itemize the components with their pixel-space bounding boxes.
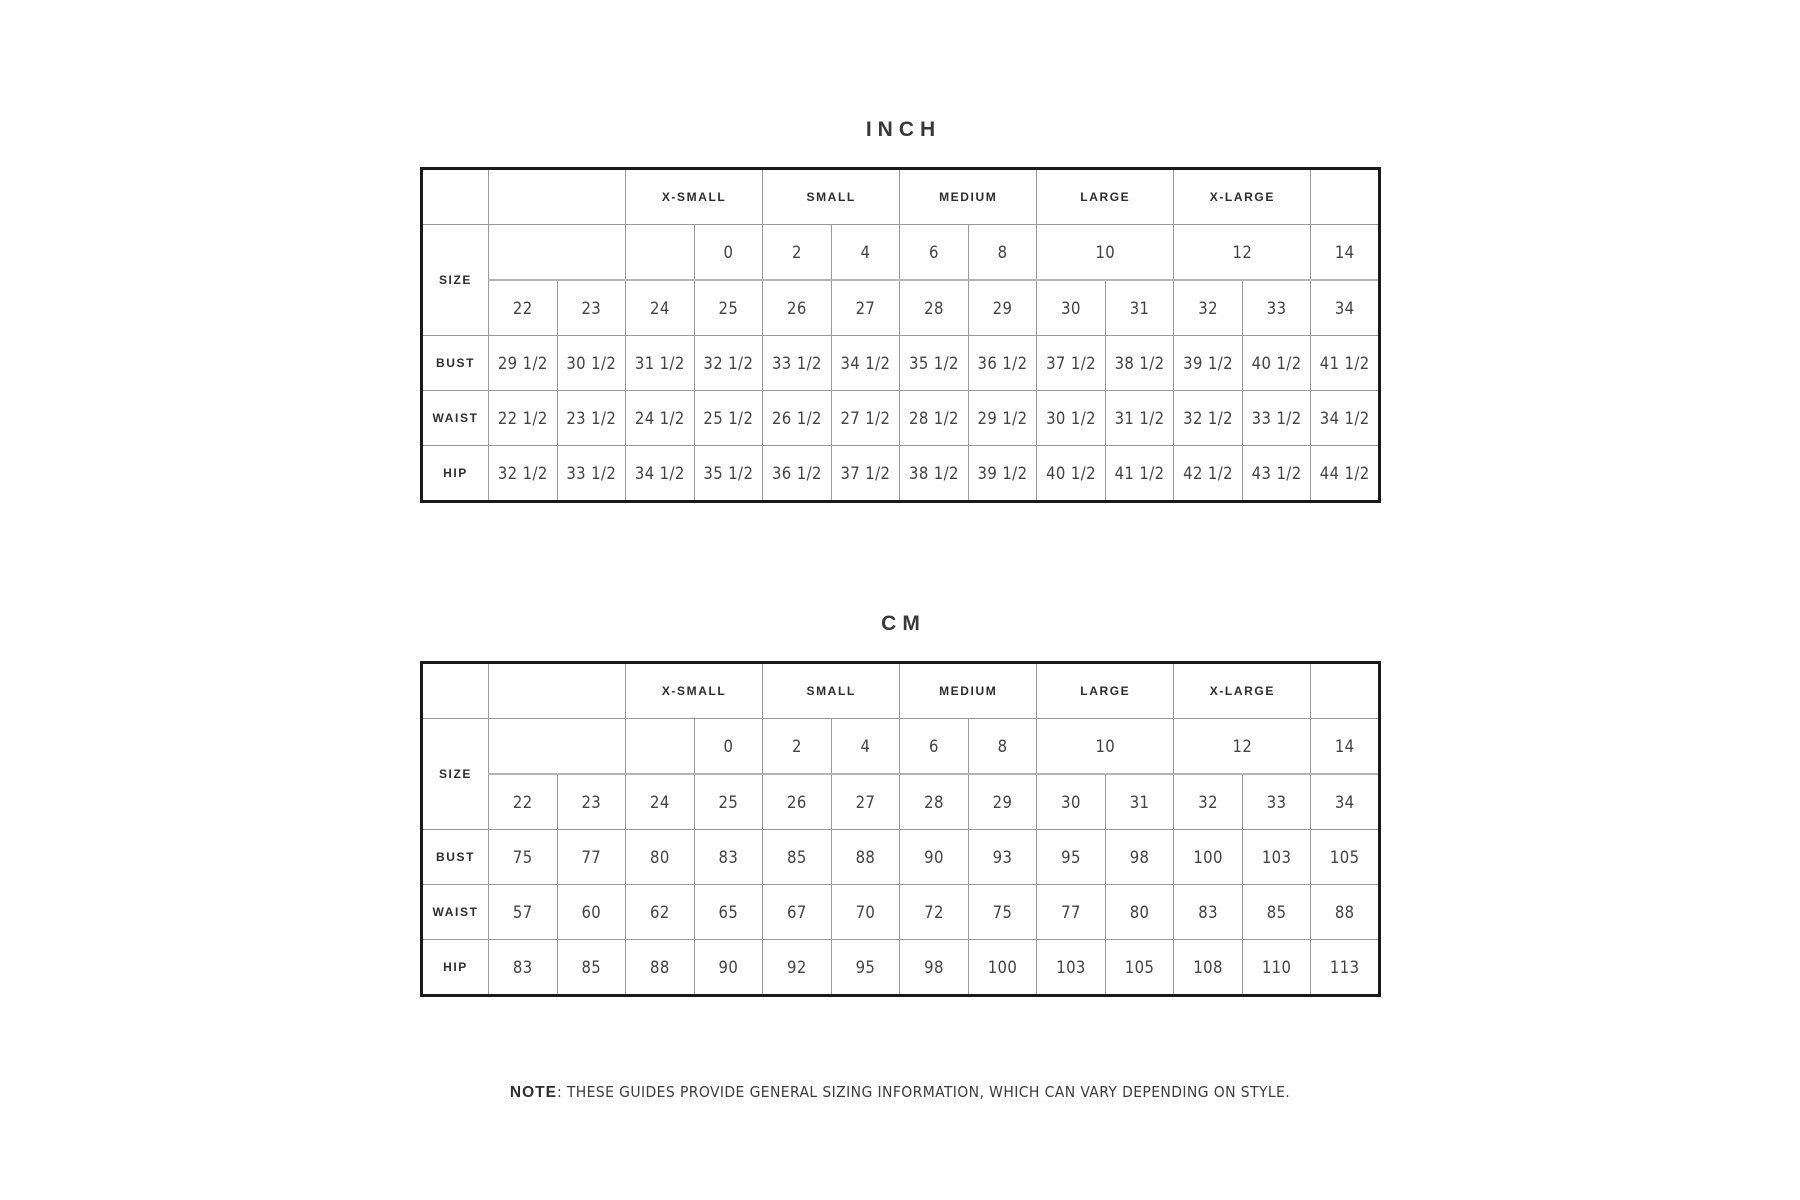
numeric-size-cell: 10 xyxy=(1037,225,1174,281)
measurement-cell: 35 1/2 xyxy=(694,446,763,502)
alpha-size-cell: 25 xyxy=(694,774,763,830)
measurement-cell: 37 1/2 xyxy=(831,446,900,502)
measurement-cell: 100 xyxy=(968,940,1037,996)
sizing-note-label: NOTE xyxy=(509,1084,557,1101)
alpha-size-cell: 22 xyxy=(489,280,558,336)
measurement-cell: 75 xyxy=(968,885,1037,940)
empty-cell xyxy=(626,225,695,281)
measurement-cell: 83 xyxy=(1174,885,1243,940)
alpha-size-cell: 29 xyxy=(968,774,1037,830)
measurement-cell: 70 xyxy=(831,885,900,940)
alpha-size-cell: 26 xyxy=(763,280,832,336)
alpha-size-cell: 32 xyxy=(1174,280,1243,336)
measurement-cell: 38 1/2 xyxy=(900,446,969,502)
numeric-size-cell: 14 xyxy=(1311,225,1380,281)
measurement-cell: 88 xyxy=(1311,885,1380,940)
cm-table-title: CM xyxy=(881,612,926,635)
empty-cell xyxy=(1311,169,1380,225)
sizing-note-text: : THESE GUIDES PROVIDE GENERAL SIZING INFORMATION, WHICH CAN VARY DEPENDING ON STYLE. xyxy=(556,1083,1291,1101)
size-row-label: SIZE xyxy=(422,225,489,336)
measurement-row-label: BUST xyxy=(422,336,489,391)
measurement-cell: 41 1/2 xyxy=(1105,446,1174,502)
measurement-cell: 41 1/2 xyxy=(1311,336,1380,391)
measurement-cell: 103 xyxy=(1037,940,1106,996)
numeric-size-cell: 6 xyxy=(900,719,969,775)
alpha-size-cell: 31 xyxy=(1105,774,1174,830)
measurement-cell: 29 1/2 xyxy=(968,391,1037,446)
measurement-cell: 60 xyxy=(557,885,626,940)
cm-size-table xyxy=(420,661,1381,997)
alpha-size-cell: 28 xyxy=(900,280,969,336)
numeric-size-cell: 12 xyxy=(1174,719,1311,775)
measurement-cell: 83 xyxy=(489,940,558,996)
measurement-cell: 77 xyxy=(1037,885,1106,940)
alpha-size-cell: 32 xyxy=(1174,774,1243,830)
measurement-cell: 36 1/2 xyxy=(763,446,832,502)
sizing-note xyxy=(0,1082,1800,1103)
hip-row xyxy=(422,940,1380,996)
measurement-cell: 37 1/2 xyxy=(1037,336,1106,391)
alpha-size-cell: 31 xyxy=(1105,280,1174,336)
empty-cell xyxy=(626,719,695,775)
measurement-row-label: HIP xyxy=(422,446,489,502)
measurement-cell: 95 xyxy=(831,940,900,996)
measurement-cell: 105 xyxy=(1311,830,1380,885)
measurement-cell: 27 1/2 xyxy=(831,391,900,446)
measurement-cell: 30 1/2 xyxy=(1037,391,1106,446)
measurement-cell: 77 xyxy=(557,830,626,885)
measurement-cell: 85 xyxy=(557,940,626,996)
measurement-row-label: HIP xyxy=(422,940,489,996)
measurement-cell: 90 xyxy=(694,940,763,996)
measurement-cell: 34 1/2 xyxy=(1311,391,1380,446)
measurement-cell: 92 xyxy=(763,940,832,996)
measurement-cell: 98 xyxy=(1105,830,1174,885)
numeric-size-cell: 0 xyxy=(694,719,763,775)
measurement-cell: 57 xyxy=(489,885,558,940)
measurement-cell: 33 1/2 xyxy=(1242,391,1311,446)
alpha-size-cell: 23 xyxy=(557,774,626,830)
alpha-size-cell: 30 xyxy=(1037,774,1106,830)
measurement-cell: 22 1/2 xyxy=(489,391,558,446)
alpha-size-cell: 24 xyxy=(626,280,695,336)
bust-row xyxy=(422,336,1380,391)
numeric-size-cell: 4 xyxy=(831,225,900,281)
waist-row xyxy=(422,885,1380,940)
measurement-cell: 32 1/2 xyxy=(694,336,763,391)
measurement-row-label: BUST xyxy=(422,830,489,885)
measurement-cell: 34 1/2 xyxy=(831,336,900,391)
empty-cell xyxy=(489,663,626,719)
measurement-cell: 40 1/2 xyxy=(1037,446,1106,502)
numeric-size-cell: 0 xyxy=(694,225,763,281)
alpha-size-cell: 33 xyxy=(1242,280,1311,336)
size-name-cell: LARGE xyxy=(1037,169,1174,225)
numeric-size-cell: 4 xyxy=(831,719,900,775)
alpha-size-cell: 34 xyxy=(1311,280,1380,336)
alpha-size-cell: 27 xyxy=(831,280,900,336)
size-name-cell: MEDIUM xyxy=(900,169,1037,225)
alpha-size-cell: 26 xyxy=(763,774,832,830)
hip-row xyxy=(422,446,1380,502)
measurement-cell: 72 xyxy=(900,885,969,940)
measurement-cell: 35 1/2 xyxy=(900,336,969,391)
size-name-row xyxy=(422,169,1380,225)
size-name-row xyxy=(422,663,1380,719)
measurement-cell: 25 1/2 xyxy=(694,391,763,446)
measurement-cell: 80 xyxy=(626,830,695,885)
measurement-cell: 62 xyxy=(626,885,695,940)
measurement-cell: 98 xyxy=(900,940,969,996)
measurement-cell: 65 xyxy=(694,885,763,940)
alpha-size-cell: 28 xyxy=(900,774,969,830)
inch-size-table xyxy=(420,167,1381,503)
measurement-cell: 108 xyxy=(1174,940,1243,996)
measurement-cell: 24 1/2 xyxy=(626,391,695,446)
measurement-cell: 83 xyxy=(694,830,763,885)
measurement-cell: 88 xyxy=(831,830,900,885)
measurement-cell: 105 xyxy=(1105,940,1174,996)
measurement-cell: 88 xyxy=(626,940,695,996)
size-name-cell: MEDIUM xyxy=(900,663,1037,719)
size-name-cell: SMALL xyxy=(763,663,900,719)
measurement-cell: 110 xyxy=(1242,940,1311,996)
numeric-size-cell: 8 xyxy=(968,719,1037,775)
bust-row xyxy=(422,830,1380,885)
measurement-cell: 39 1/2 xyxy=(968,446,1037,502)
measurement-cell: 75 xyxy=(489,830,558,885)
measurement-cell: 29 1/2 xyxy=(489,336,558,391)
measurement-cell: 85 xyxy=(1242,885,1311,940)
size-name-cell: X-LARGE xyxy=(1174,169,1311,225)
measurement-row-label: WAIST xyxy=(422,885,489,940)
alpha-size-cell: 33 xyxy=(1242,774,1311,830)
measurement-cell: 30 1/2 xyxy=(557,336,626,391)
alpha-size-cell: 24 xyxy=(626,774,695,830)
empty-cell xyxy=(489,225,626,281)
size-name-cell: X-SMALL xyxy=(626,663,763,719)
measurement-cell: 85 xyxy=(763,830,832,885)
corner-cell xyxy=(422,663,489,719)
waist-row xyxy=(422,391,1380,446)
numeric-size-cell: 2 xyxy=(763,225,832,281)
measurement-cell: 23 1/2 xyxy=(557,391,626,446)
cm-size-table-section xyxy=(420,612,1381,997)
measurement-cell: 39 1/2 xyxy=(1174,336,1243,391)
size-row-label: SIZE xyxy=(422,719,489,830)
alpha-size-cell: 27 xyxy=(831,774,900,830)
size-name-cell: SMALL xyxy=(763,169,900,225)
measurement-cell: 36 1/2 xyxy=(968,336,1037,391)
measurement-cell: 31 1/2 xyxy=(626,336,695,391)
inch-size-table-section xyxy=(420,118,1381,503)
corner-cell xyxy=(422,169,489,225)
numeric-size-row xyxy=(422,225,1380,281)
measurement-cell: 67 xyxy=(763,885,832,940)
measurement-cell: 95 xyxy=(1037,830,1106,885)
empty-cell xyxy=(489,169,626,225)
numeric-size-cell: 12 xyxy=(1174,225,1311,281)
measurement-cell: 43 1/2 xyxy=(1242,446,1311,502)
measurement-cell: 113 xyxy=(1311,940,1380,996)
measurement-cell: 40 1/2 xyxy=(1242,336,1311,391)
numeric-size-cell: 14 xyxy=(1311,719,1380,775)
measurement-cell: 100 xyxy=(1174,830,1243,885)
inch-table-title: INCH xyxy=(865,118,942,141)
measurement-cell: 32 1/2 xyxy=(489,446,558,502)
measurement-cell: 44 1/2 xyxy=(1311,446,1380,502)
measurement-cell: 42 1/2 xyxy=(1174,446,1243,502)
size-name-cell: X-SMALL xyxy=(626,169,763,225)
measurement-cell: 103 xyxy=(1242,830,1311,885)
alpha-size-cell: 25 xyxy=(694,280,763,336)
numeric-size-cell: 2 xyxy=(763,719,832,775)
measurement-cell: 34 1/2 xyxy=(626,446,695,502)
numeric-size-cell: 8 xyxy=(968,225,1037,281)
measurement-cell: 32 1/2 xyxy=(1174,391,1243,446)
alpha-size-cell: 23 xyxy=(557,280,626,336)
measurement-cell: 93 xyxy=(968,830,1037,885)
empty-cell xyxy=(1311,663,1380,719)
empty-cell xyxy=(489,719,626,775)
alpha-size-cell: 34 xyxy=(1311,774,1380,830)
size-name-cell: LARGE xyxy=(1037,663,1174,719)
alpha-size-cell: 29 xyxy=(968,280,1037,336)
measurement-cell: 28 1/2 xyxy=(900,391,969,446)
measurement-cell: 26 1/2 xyxy=(763,391,832,446)
measurement-row-label: WAIST xyxy=(422,391,489,446)
measurement-cell: 33 1/2 xyxy=(763,336,832,391)
measurement-cell: 31 1/2 xyxy=(1105,391,1174,446)
alpha-size-row xyxy=(422,774,1380,830)
numeric-size-cell: 6 xyxy=(900,225,969,281)
alpha-size-cell: 30 xyxy=(1037,280,1106,336)
numeric-size-row xyxy=(422,719,1380,775)
measurement-cell: 90 xyxy=(900,830,969,885)
size-name-cell: X-LARGE xyxy=(1174,663,1311,719)
measurement-cell: 38 1/2 xyxy=(1105,336,1174,391)
alpha-size-cell: 22 xyxy=(489,774,558,830)
numeric-size-cell: 10 xyxy=(1037,719,1174,775)
measurement-cell: 33 1/2 xyxy=(557,446,626,502)
alpha-size-row xyxy=(422,280,1380,336)
measurement-cell: 80 xyxy=(1105,885,1174,940)
